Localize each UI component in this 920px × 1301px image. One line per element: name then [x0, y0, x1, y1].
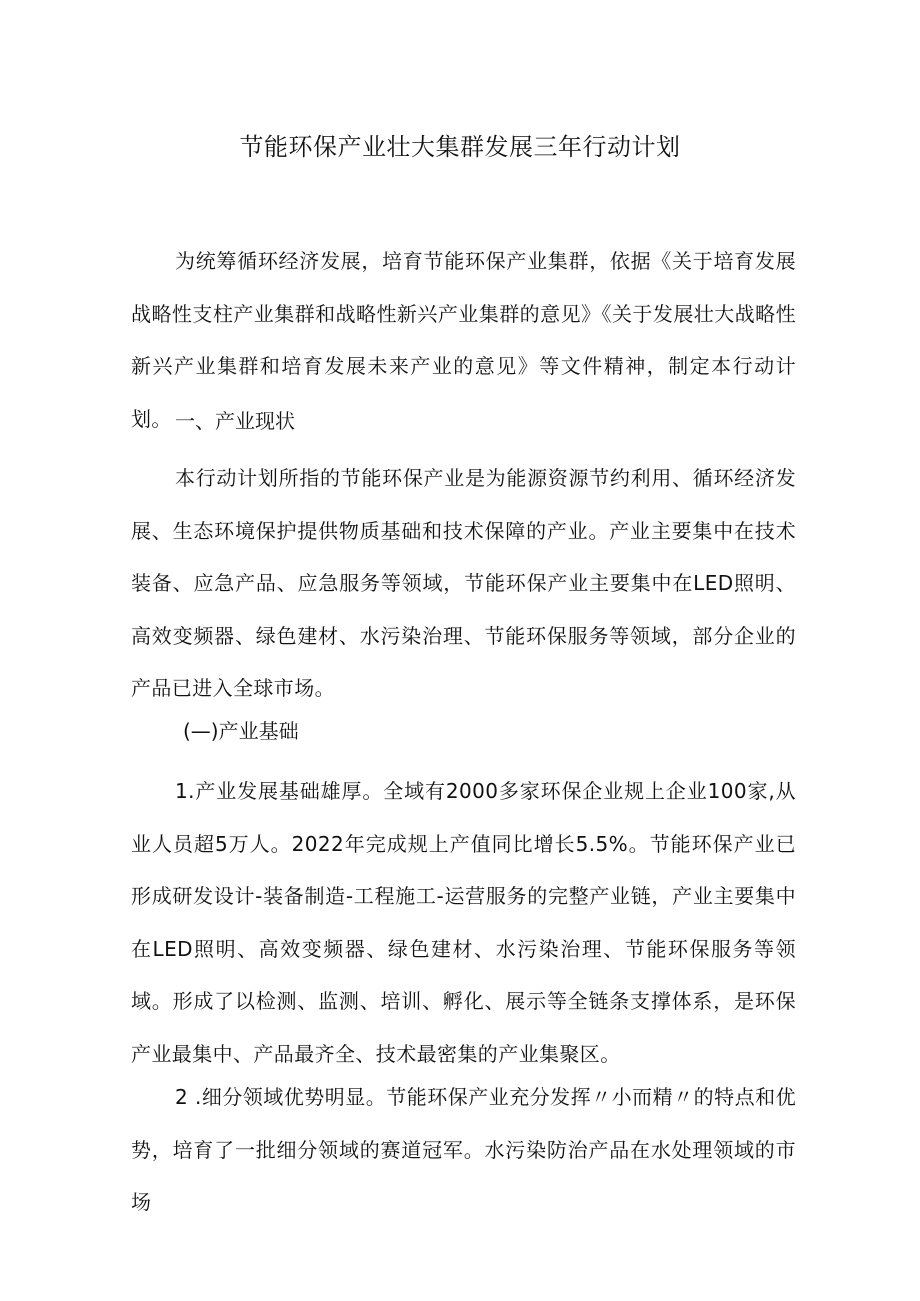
section-body-paragraph: 本行动计划所指的节能环保产业是为能源资源节约利用、循环经济发展、生态环境保护提供物质基础和技术保障的产业。产业主要集中在技术装备、应急产品、应急服务等领域，节能环保产业主要集中在LED照明、高效变频器、绿色建材、水污染治理、节能环保服务等领域，部分企业的产品已进入全球市场。: [131, 466, 796, 700]
item-2-paragraph: 2 .细分领域优势明显。节能环保产业充分发挥〃小而精〃的特点和优势，培育了一批细分领域的赛道冠军。水污染防治产品在水处理领域的市场: [131, 1085, 796, 1214]
subsection-heading-foundation: (—)产业基础: [183, 719, 299, 743]
section-heading-status: 一、产业现状: [175, 409, 295, 433]
intro-paragraph: 为统筹循环经济发展，培育节能环保产业集群，依据《关于培育发展战略性支柱产业集群和战略性新兴产业集群的意见》《关于发展壮大战略性新兴产业集群和培育发展未来产业的意见》等文件精神，制定本行动计划。: [131, 249, 796, 431]
document-title: 节能环保产业壮大集群发展三年行动计划: [239, 133, 681, 161]
item-1-paragraph: 1.产业发展基础雄厚。全域有2000多家环保企业规上企业100家,从业人员超5万人。2022年完成规上产值同比增长5.5%。节能环保产业已形成研发设计-装备制造-工程施工-运营服务的完整产业链，产业主要集中在LED照明、高效变频器、绿色建材、水污染治理、节能环保服务等领域。形成了以检测、监测、培训、孵化、展示等全链条支撑体系，是环保产业最集中、产品最齐全、技术最密集的产业集聚区。: [131, 779, 796, 1066]
